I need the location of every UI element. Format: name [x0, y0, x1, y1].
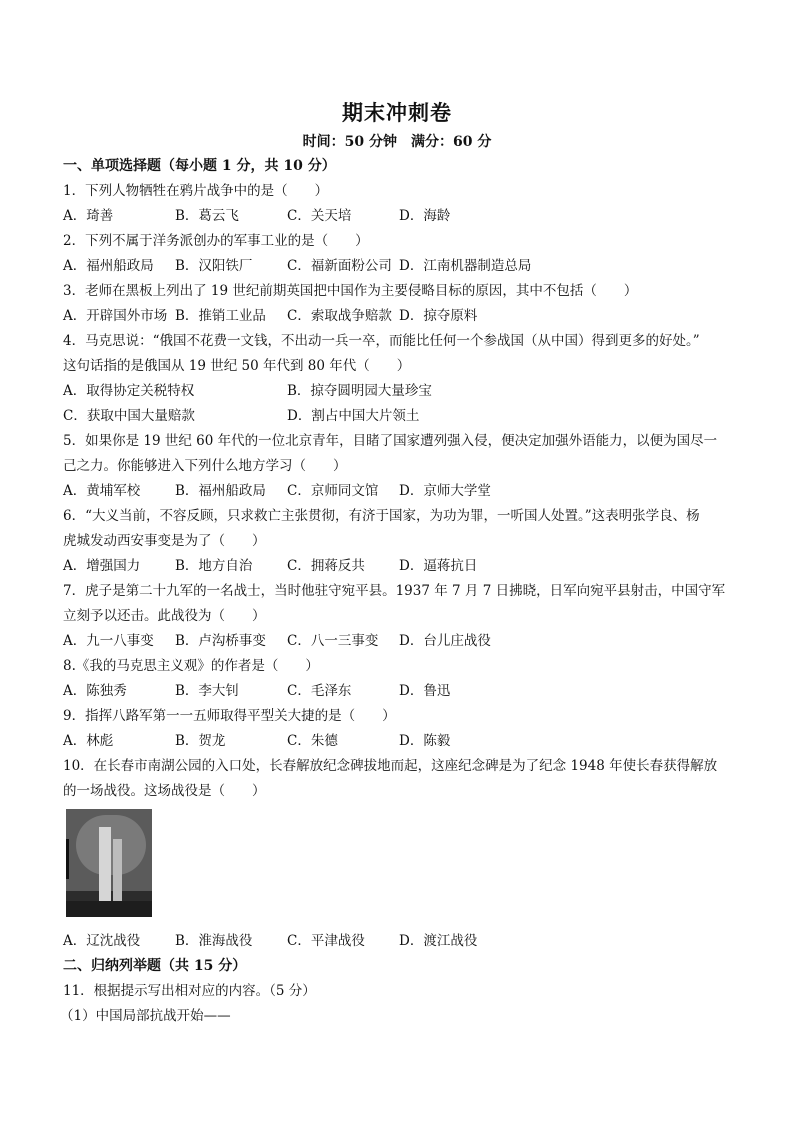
- option-d[interactable]: D．京师大学堂: [399, 483, 491, 499]
- question-8-stem: 8.《我的马克思主义观》的作者是（ ）: [63, 658, 319, 674]
- question-1-stem: 1．下列人物牺牲在鸦片战争中的是（ ）: [63, 183, 329, 199]
- question-4-stem-line1: 4．马克思说：“俄国不花费一文钱，不出动一兵一卒，而能比任何一个参战国（从中国）得到更多的好处。”: [63, 333, 700, 349]
- question-4-stem-line2: 这句话指的是俄国从 19 世纪 50 年代到 80 年代（ ）: [63, 358, 411, 374]
- option-b[interactable]: B．李大钊: [175, 683, 239, 699]
- changchun-liberation-monument-photo: [66, 809, 152, 917]
- option-a[interactable]: A．琦善: [63, 208, 114, 224]
- question-5-stem-line1: 5．如果你是 19 世纪 60 年代的一位北京青年，目睹了国家遭列强入侵，便决定加强外语能力，以便为国尽一: [63, 433, 718, 449]
- question-2-stem: 2．下列不属于洋务派创办的军事工业的是（ ）: [63, 233, 369, 249]
- option-d[interactable]: D．鲁迅: [399, 683, 451, 699]
- option-b[interactable]: B．福州船政局: [175, 483, 266, 499]
- option-c[interactable]: C．拥蒋反共: [287, 558, 365, 574]
- option-d[interactable]: D．江南机器制造总局: [399, 258, 532, 274]
- option-a[interactable]: A．辽沈战役: [63, 933, 141, 949]
- section-heading-choice: 一、单项选择题（每小题 1 分，共 10 分）: [63, 158, 336, 174]
- exam-title: 期末冲刺卷: [342, 100, 452, 125]
- option-c[interactable]: C．福新面粉公司: [287, 258, 392, 274]
- option-a[interactable]: A．林彪: [63, 733, 114, 749]
- option-a[interactable]: A．开辟国外市场: [63, 308, 168, 324]
- question-7-stem-line1: 7．虎子是第二十九军的一名战士，当时他驻守宛平县。1937 年 7 月 7 日拂晓，日军向宛平县射击，中国守军: [63, 583, 726, 599]
- option-c[interactable]: C．朱德: [287, 733, 338, 749]
- option-b[interactable]: B．葛云飞: [175, 208, 239, 224]
- option-c[interactable]: C．八一三事变: [287, 633, 379, 649]
- option-d[interactable]: D．掠夺原料: [399, 308, 478, 324]
- question-10-stem-line1: 10．在长春市南湖公园的入口处，长春解放纪念碑拔地而起，这座纪念碑是为了纪念 1948 年使长春获得解放: [63, 758, 718, 774]
- option-a[interactable]: A．福州船政局: [63, 258, 154, 274]
- option-d[interactable]: D．海龄: [399, 208, 451, 224]
- option-d[interactable]: D．陈毅: [399, 733, 451, 749]
- option-c[interactable]: C．获取中国大量赔款: [63, 408, 195, 424]
- option-a[interactable]: A．黄埔军校: [63, 483, 141, 499]
- section-heading-summary: 二、归纳列举题（共 15 分）: [63, 958, 247, 974]
- option-d[interactable]: D．逼蒋抗日: [399, 558, 478, 574]
- option-b[interactable]: B．贺龙: [175, 733, 226, 749]
- option-a[interactable]: A．取得协定关税特权: [63, 383, 195, 399]
- option-a[interactable]: A．陈独秀: [63, 683, 127, 699]
- question-7-stem-line2: 立刻予以还击。此战役为（ ）: [63, 608, 266, 624]
- question-10-stem-line2: 的一场战役。这场战役是（ ）: [63, 783, 266, 799]
- question-9-stem: 9．指挥八路军第一一五师取得平型关大捷的是（ ）: [63, 708, 396, 724]
- option-c[interactable]: C．关天培: [287, 208, 352, 224]
- question-6-stem-line2: 虎城发动西安事变是为了（ ）: [63, 533, 266, 549]
- question-3-stem: 3．老师在黑板上列出了 19 世纪前期英国把中国作为主要侵略目标的原因，其中不包括（ ）: [63, 283, 638, 299]
- option-d[interactable]: D．渡江战役: [399, 933, 478, 949]
- option-c[interactable]: C．平津战役: [287, 933, 365, 949]
- question-11-stem: 11．根据提示写出相对应的内容。（5 分）: [63, 983, 316, 999]
- exam-time-score: 时间：50 分钟 满分：60 分: [302, 134, 492, 150]
- option-b[interactable]: B．汉阳铁厂: [175, 258, 253, 274]
- option-c[interactable]: C．毛泽东: [287, 683, 352, 699]
- option-a[interactable]: A．九一八事变: [63, 633, 154, 649]
- option-b[interactable]: B．掠夺圆明园大量珍宝: [287, 383, 432, 399]
- option-b[interactable]: B．推销工业品: [175, 308, 266, 324]
- option-b[interactable]: B．地方自治: [175, 558, 253, 574]
- question-6-stem-line1: 6．“大义当前，不容反顾，只求救亡主张贯彻，有济于国家，为功为罪，一听国人处置。”这表明张学良、杨: [63, 508, 700, 524]
- option-b[interactable]: B．淮海战役: [175, 933, 253, 949]
- option-c[interactable]: C．京师同文馆: [287, 483, 379, 499]
- option-a[interactable]: A．增强国力: [63, 558, 141, 574]
- option-c[interactable]: C．索取战争赔款: [287, 308, 392, 324]
- option-d[interactable]: D．台儿庄战役: [399, 633, 491, 649]
- option-d[interactable]: D．割占中国大片领土: [287, 408, 420, 424]
- question-11-sub1: （1）中国局部抗战开始——: [60, 1008, 231, 1024]
- option-b[interactable]: B．卢沟桥事变: [175, 633, 266, 649]
- question-5-stem-line2: 己之力。你能够进入下列什么地方学习（ ）: [63, 458, 347, 474]
